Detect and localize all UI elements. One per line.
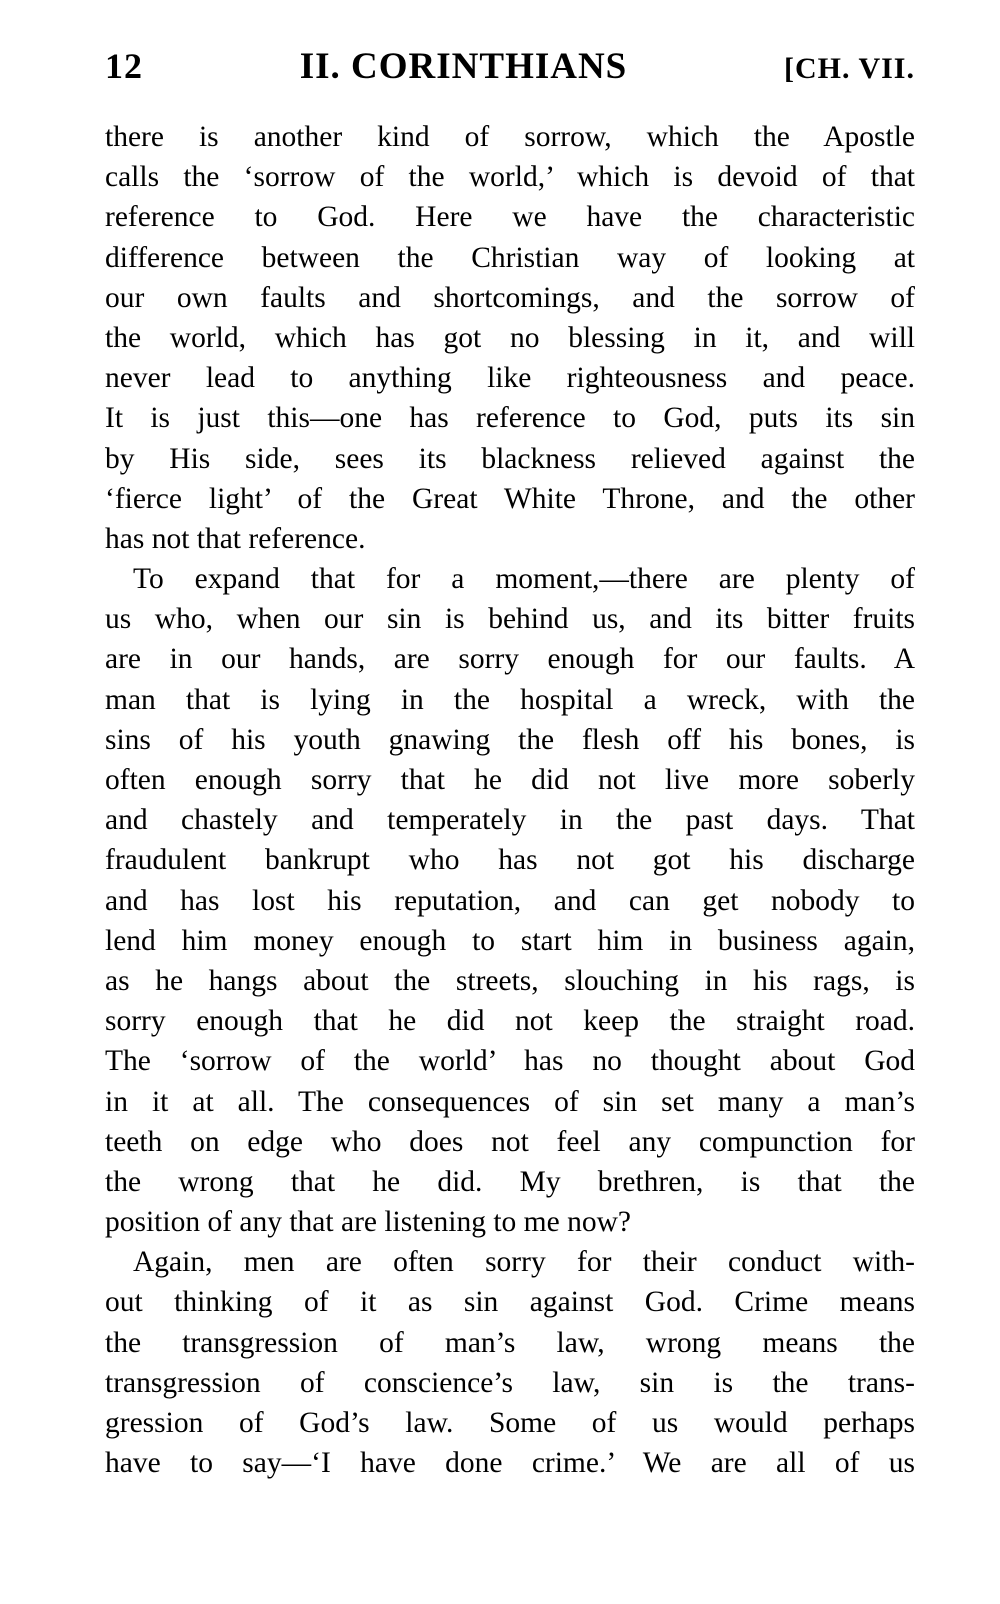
text-line: and has lost his reputation, and can get nobody to <box>105 884 915 917</box>
text-line: gression of God’s law. Some of us would perhaps <box>105 1407 915 1439</box>
text-line: calls the ‘sorrow of the world,’ which is devoid of that <box>105 161 915 194</box>
text-line: the wrong that he did. My brethren, is that the <box>105 1165 915 1198</box>
chapter-reference: [CH. VII. <box>784 52 915 85</box>
text-line: difference between the Christian way of looking at <box>105 241 915 274</box>
book-title: II. CORINTHIANS <box>299 46 628 87</box>
text-line: have to say—‘I have done crime.’ We are all of us <box>105 1447 915 1480</box>
text-line: man that is lying in the hospital a wreck, with the <box>105 683 915 716</box>
text-line: The ‘sorrow of the world’ has no thought about God <box>105 1045 915 1078</box>
text-line: us who, when our sin is behind us, and its bitter fruits <box>105 603 915 636</box>
paragraph-start-line: To expand that for a moment,—there are plenty of <box>133 563 915 596</box>
text-line: there is another kind of sorrow, which the Apostle <box>105 121 915 153</box>
paragraph-start-line: Again, men are often sorry for their conduct with- <box>133 1246 915 1279</box>
text-line: ‘fierce light’ of the Great White Throne, and the other <box>105 482 915 515</box>
text-line: often enough sorry that he did not live more soberly <box>105 764 915 796</box>
text-line: lend him money enough to start him in business again, <box>105 924 915 957</box>
text-line: are in our hands, are sorry enough for our faults. A <box>105 643 915 676</box>
text-line: our own faults and shortcomings, and the sorrow of <box>105 281 915 314</box>
text-line: as he hangs about the streets, slouching in his rags, is <box>105 964 915 997</box>
text-line: fraudulent bankrupt who has not got his discharge <box>105 844 915 877</box>
text-line: by His side, sees its blackness relieved against the <box>105 442 915 475</box>
body-text <box>105 117 915 1483</box>
text-line: sorry enough that he did not keep the straight road. <box>105 1005 915 1038</box>
text-line: out thinking of it as sin against God. Crime means <box>105 1286 915 1319</box>
text-line: It is just this—one has reference to God, puts its sin <box>105 402 915 435</box>
paragraph-end-line: has not that reference. <box>105 522 366 555</box>
book-page <box>105 45 915 1483</box>
text-line: never lead to anything like righteousness and peace. <box>105 362 915 395</box>
paragraph-end-line: position of any that are listening to me now? <box>105 1206 631 1239</box>
text-line: sins of his youth gnawing the flesh off his bones, is <box>105 723 915 756</box>
text-line: transgression of conscience’s law, sin is the trans- <box>105 1366 915 1399</box>
text-line: the world, which has got no blessing in it, and will <box>105 321 915 354</box>
page-number: 12 <box>105 46 143 86</box>
text-line: and chastely and temperately in the past days. That <box>105 804 915 837</box>
running-head <box>105 45 915 95</box>
text-line: the transgression of man’s law, wrong means the <box>105 1326 915 1359</box>
text-line: teeth on edge who does not feel any compunction for <box>105 1125 915 1158</box>
text-line: in it at all. The consequences of sin set many a man’s <box>105 1085 915 1118</box>
text-line: reference to God. Here we have the characteristic <box>105 201 915 234</box>
